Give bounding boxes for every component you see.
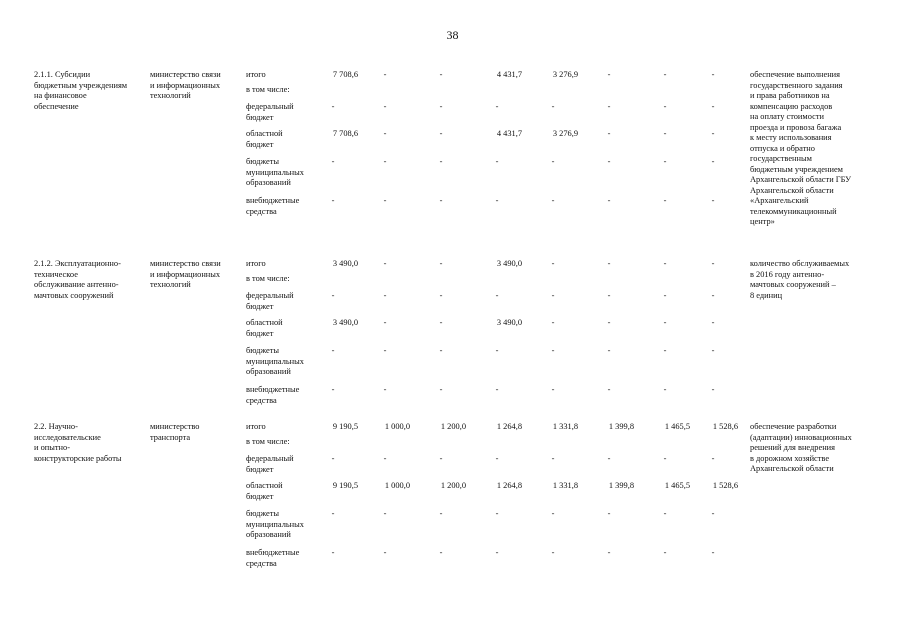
amount-cell: - <box>383 259 387 268</box>
funding-source-label: внебюджетные средства <box>246 548 300 568</box>
amount-cell: 9 190,5 <box>332 481 358 490</box>
amount-cell: 3 490,0 <box>332 318 358 327</box>
amount-cell: - <box>495 102 499 111</box>
amount-cell: - <box>711 509 715 518</box>
amount-cell: - <box>663 548 667 557</box>
amount-cell: - <box>711 548 715 557</box>
amount-cell: - <box>711 102 715 111</box>
funding-source-label: областной бюджет <box>246 129 283 149</box>
amount-cell: - <box>383 385 387 394</box>
amount-cell: - <box>439 129 443 138</box>
amount-cell: 3 490,0 <box>496 259 522 268</box>
amount-cell: 1 528,6 <box>712 481 738 490</box>
funding-source-label: в том числе: <box>246 274 290 283</box>
amount-cell: - <box>439 454 443 463</box>
amount-cell: - <box>495 196 499 205</box>
amount-cell: - <box>551 318 555 327</box>
amount-cell: 1 528,6 <box>712 422 738 431</box>
page-number: 38 <box>446 28 459 42</box>
amount-cell: - <box>607 291 611 300</box>
amount-cell: - <box>607 509 611 518</box>
amount-cell: - <box>331 346 335 355</box>
amount-cell: - <box>331 291 335 300</box>
funding-source-label: бюджеты муниципальных образований <box>246 157 304 187</box>
amount-cell: 1 331,8 <box>552 422 578 431</box>
activity-name: 2.1.1. Субсидии бюджетным учреждениям на финансовое обеспечение <box>34 70 128 111</box>
amount-cell: - <box>711 291 715 300</box>
amount-cell: - <box>439 385 443 394</box>
amount-cell: - <box>383 102 387 111</box>
amount-cell: 1 331,8 <box>552 481 578 490</box>
amount-cell: - <box>383 346 387 355</box>
amount-cell: - <box>495 385 499 394</box>
amount-cell: - <box>711 259 715 268</box>
activity-name: 2.2. Научно- исследовательские и опытно- конструкторские работы <box>34 422 122 463</box>
amount-cell: - <box>663 346 667 355</box>
amount-cell: - <box>663 129 667 138</box>
amount-cell: - <box>551 509 555 518</box>
amount-cell: - <box>607 259 611 268</box>
amount-cell: - <box>331 548 335 557</box>
amount-cell: 4 431,7 <box>496 70 522 79</box>
amount-cell: - <box>331 385 335 394</box>
amount-cell: - <box>383 454 387 463</box>
amount-cell: - <box>551 259 555 268</box>
funding-source-label: в том числе: <box>246 85 290 94</box>
amount-cell: - <box>711 196 715 205</box>
amount-cell: - <box>607 454 611 463</box>
amount-cell: - <box>383 157 387 166</box>
amount-cell: - <box>495 509 499 518</box>
amount-cell: 4 431,7 <box>496 129 522 138</box>
funding-source-label: внебюджетные средства <box>246 196 300 216</box>
expected-result: количество обслуживаемых в 2016 году антенно- мачтовых сооружений – 8 единиц <box>750 259 850 300</box>
amount-cell: - <box>607 102 611 111</box>
amount-cell: - <box>711 129 715 138</box>
expected-result: обеспечение выполнения государственного задания и права работников на компенсацию расходов на оплату стоимости проезда и провоза багажа к месту использования отпуска и обратно государственным бюджетным учреждением Архангельской области ГБУ Архангельской области «Архангельский телекоммуникационный центр» <box>750 70 852 226</box>
amount-cell: - <box>495 548 499 557</box>
expected-result: обеспечение разработки (адаптации) инновационных решений для внедрения в дорожном хозяйстве Архангельской области <box>750 422 852 473</box>
amount-cell: - <box>383 196 387 205</box>
funding-source-label: итого <box>246 259 266 268</box>
amount-cell: - <box>607 385 611 394</box>
funding-source-label: областной бюджет <box>246 318 283 338</box>
amount-cell: 3 276,9 <box>552 70 578 79</box>
funding-source-label: федеральный бюджет <box>246 454 294 474</box>
amount-cell: 1 399,8 <box>608 422 634 431</box>
funding-source-label: в том числе: <box>246 437 290 446</box>
amount-cell: - <box>439 318 443 327</box>
funding-source-label: внебюджетные средства <box>246 385 300 405</box>
amount-cell: - <box>331 157 335 166</box>
activity-name: 2.1.2. Эксплуатационно- техническое обслуживание антенно- мачтовых сооружений <box>34 259 121 300</box>
amount-cell: - <box>495 291 499 300</box>
funding-source-label: бюджеты муниципальных образований <box>246 509 304 539</box>
amount-cell: - <box>551 291 555 300</box>
amount-cell: - <box>383 509 387 518</box>
amount-cell: - <box>663 102 667 111</box>
amount-cell: - <box>383 129 387 138</box>
amount-cell: 1 264,8 <box>496 422 522 431</box>
amount-cell: - <box>607 346 611 355</box>
amount-cell: - <box>663 259 667 268</box>
amount-cell: 3 276,9 <box>552 129 578 138</box>
amount-cell: - <box>551 454 555 463</box>
funding-source-label: федеральный бюджет <box>246 102 294 122</box>
amount-cell: 1 465,5 <box>664 481 690 490</box>
amount-cell: - <box>383 70 387 79</box>
amount-cell: - <box>711 454 715 463</box>
amount-cell: - <box>439 102 443 111</box>
amount-cell: - <box>663 454 667 463</box>
amount-cell: - <box>551 385 555 394</box>
amount-cell: 1 264,8 <box>496 481 522 490</box>
amount-cell: - <box>439 291 443 300</box>
amount-cell: - <box>439 259 443 268</box>
amount-cell: - <box>439 346 443 355</box>
amount-cell: - <box>607 129 611 138</box>
amount-cell: - <box>495 346 499 355</box>
amount-cell: 3 490,0 <box>496 318 522 327</box>
amount-cell: - <box>331 509 335 518</box>
amount-cell: - <box>439 196 443 205</box>
amount-cell: - <box>663 157 667 166</box>
executor: министерство транспорта <box>150 422 200 442</box>
amount-cell: - <box>607 70 611 79</box>
amount-cell: - <box>551 157 555 166</box>
funding-source-label: федеральный бюджет <box>246 291 294 311</box>
amount-cell: 1 000,0 <box>384 481 410 490</box>
amount-cell: - <box>711 70 715 79</box>
amount-cell: - <box>495 157 499 166</box>
amount-cell: - <box>607 548 611 557</box>
funding-source-label: бюджеты муниципальных образований <box>246 346 304 376</box>
amount-cell: 1 465,5 <box>664 422 690 431</box>
executor: министерство связи и информационных технологий <box>150 259 221 289</box>
amount-cell: - <box>383 318 387 327</box>
amount-cell: - <box>711 385 715 394</box>
funding-source-label: областной бюджет <box>246 481 283 501</box>
amount-cell: - <box>439 509 443 518</box>
amount-cell: - <box>331 454 335 463</box>
amount-cell: - <box>551 102 555 111</box>
amount-cell: - <box>383 548 387 557</box>
executor: министерство связи и информационных технологий <box>150 70 221 100</box>
amount-cell: - <box>711 318 715 327</box>
amount-cell: 1 399,8 <box>608 481 634 490</box>
amount-cell: 7 708,6 <box>332 129 358 138</box>
amount-cell: 1 200,0 <box>440 422 466 431</box>
amount-cell: - <box>495 454 499 463</box>
amount-cell: - <box>663 385 667 394</box>
amount-cell: - <box>607 318 611 327</box>
amount-cell: 1 000,0 <box>384 422 410 431</box>
amount-cell: - <box>663 291 667 300</box>
amount-cell: - <box>551 346 555 355</box>
amount-cell: - <box>711 346 715 355</box>
amount-cell: 1 200,0 <box>440 481 466 490</box>
amount-cell: - <box>663 509 667 518</box>
funding-source-label: итого <box>246 422 266 431</box>
amount-cell: - <box>663 70 667 79</box>
amount-cell: 3 490,0 <box>332 259 358 268</box>
amount-cell: - <box>331 102 335 111</box>
amount-cell: - <box>551 548 555 557</box>
amount-cell: - <box>607 196 611 205</box>
amount-cell: - <box>711 157 715 166</box>
amount-cell: - <box>331 196 335 205</box>
amount-cell: - <box>439 157 443 166</box>
amount-cell: - <box>663 196 667 205</box>
amount-cell: - <box>663 318 667 327</box>
amount-cell: 7 708,6 <box>332 70 358 79</box>
amount-cell: - <box>551 196 555 205</box>
funding-source-label: итого <box>246 70 266 79</box>
amount-cell: - <box>439 70 443 79</box>
amount-cell: 9 190,5 <box>332 422 358 431</box>
amount-cell: - <box>439 548 443 557</box>
amount-cell: - <box>383 291 387 300</box>
amount-cell: - <box>607 157 611 166</box>
